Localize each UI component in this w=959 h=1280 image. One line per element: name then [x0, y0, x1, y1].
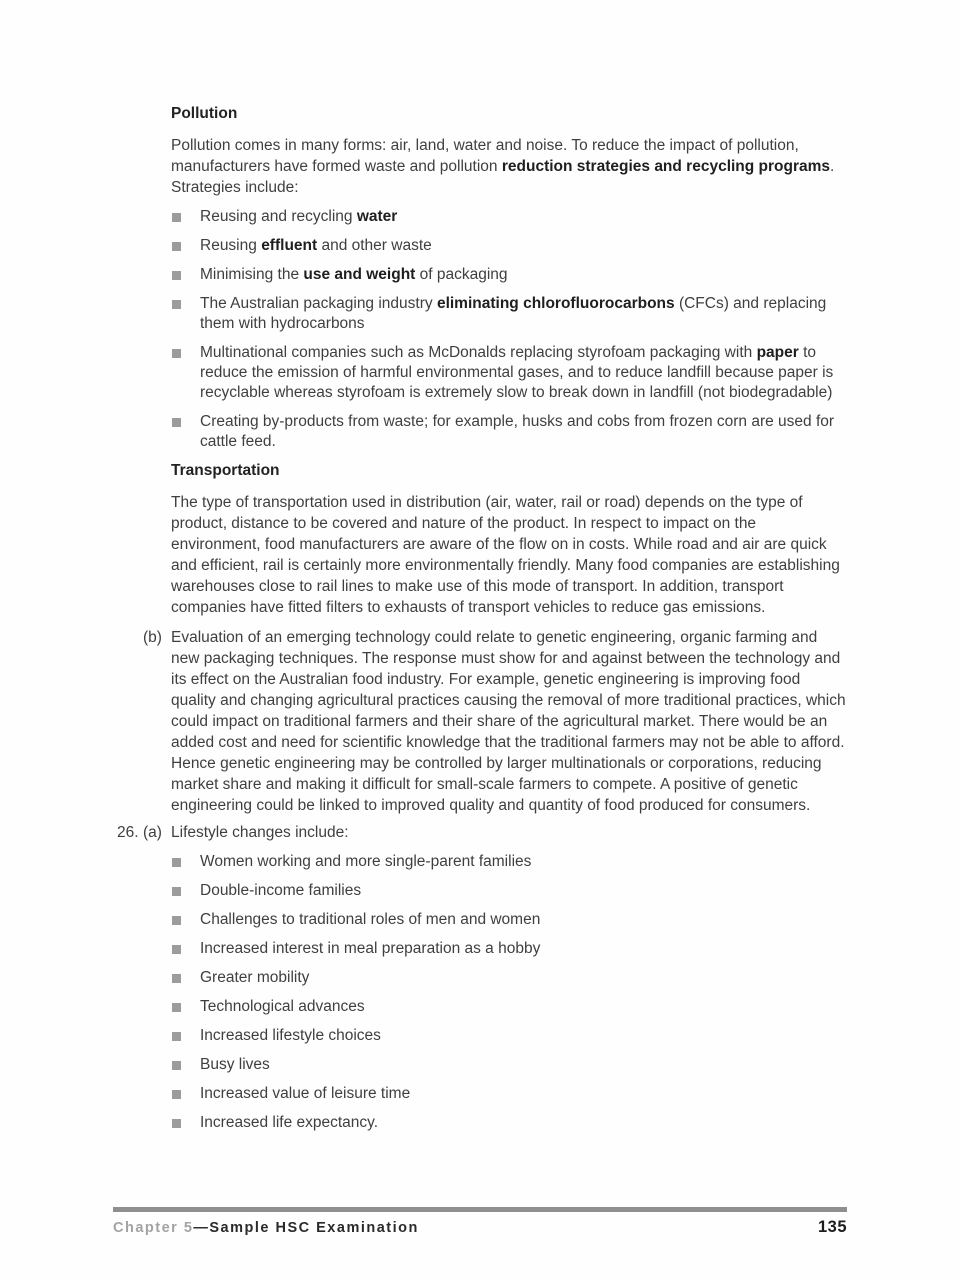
square-bullet-icon [172, 887, 181, 896]
page-content [117, 104, 847, 1142]
lifestyle-changes-list [171, 852, 847, 1133]
pollution-intro-paragraph: Pollution comes in many forms: air, land, water and noise. To reduce the impact of pollution, manufacturers have formed waste and pollution reduction strategies and recycling programs. Strategies include: [171, 137, 835, 196]
list-item [171, 939, 847, 959]
pollution-strategies-list [171, 207, 847, 452]
square-bullet-icon [172, 916, 181, 925]
list-item [171, 1026, 847, 1046]
list-item [171, 236, 847, 256]
square-bullet-icon [172, 945, 181, 954]
section-heading-transportation: Transportation [171, 462, 280, 479]
square-bullet-icon [172, 349, 181, 358]
list-item [171, 412, 847, 452]
square-bullet-icon [172, 242, 181, 251]
list-item-text: Challenges to traditional roles of men and women [200, 911, 541, 928]
list-item [171, 343, 847, 403]
list-item-text: The Australian packaging industry eliminating chlorofluorocarbons (CFCs) and replacing them with hydrocarbons [200, 295, 827, 332]
chapter-title: Sample HSC Examination [209, 1220, 419, 1236]
question-26a-letter: (a) [143, 824, 162, 841]
list-item [171, 852, 847, 872]
list-item [171, 910, 847, 930]
list-item-text: Double-income families [200, 882, 362, 899]
list-item-text: Multinational companies such as McDonalds replacing styrofoam packaging with paper to reduce the emission of harmful environmental gases, and to reduce landfill because paper is recyclable whereas styrofoam is extremely slow to break down in landfill (not biodegradable) [200, 344, 834, 401]
page-number: 135 [817, 1218, 847, 1236]
square-bullet-icon [172, 213, 181, 222]
square-bullet-icon [172, 418, 181, 427]
list-item [171, 997, 847, 1017]
question-26a-block [117, 822, 847, 843]
square-bullet-icon [172, 300, 181, 309]
list-item [171, 294, 847, 334]
list-item-text: Increased interest in meal preparation as a hobby [200, 940, 541, 957]
square-bullet-icon [172, 1003, 181, 1012]
square-bullet-icon [172, 974, 181, 983]
square-bullet-icon [172, 271, 181, 280]
list-item-text: Greater mobility [200, 969, 310, 986]
square-bullet-icon [172, 858, 181, 867]
list-item-text: Creating by-products from waste; for example, husks and cobs from frozen corn are used for cattle feed. [200, 413, 835, 450]
square-bullet-icon [172, 1061, 181, 1070]
section-heading-pollution: Pollution [171, 105, 238, 122]
footer-chapter-title [113, 1220, 419, 1236]
list-item [171, 1055, 847, 1075]
question-26-number: 26. [117, 824, 139, 841]
list-item-text: Technological advances [200, 998, 365, 1015]
square-bullet-icon [172, 1032, 181, 1041]
answer-b-label: (b) [143, 629, 162, 646]
list-item-text: Increased lifestyle choices [200, 1027, 381, 1044]
list-item [171, 1084, 847, 1104]
list-item [171, 968, 847, 988]
square-bullet-icon [172, 1119, 181, 1128]
page-footer [113, 1207, 847, 1237]
chapter-label: Chapter 5 [113, 1220, 194, 1236]
list-item-text: Reusing effluent and other waste [200, 237, 432, 254]
chapter-separator: — [193, 1220, 210, 1236]
answer-b-paragraph: Evaluation of an emerging technology could relate to genetic engineering, organic farming and new packaging techniques. The response must show for and against between the technology and its effect on the Australian food industry. For example, genetic engineering is improving food quality and changing agricultural practices causing the removal of more traditional practices, which could impact on traditional farmers and their share of the agricultural market. There would be an added cost and need for scientific knowledge that the traditional farmers may not be able to afford. Hence genetic engineering may be controlled by larger multinationals or corporations, reducing market share and making it difficult for small-scale farmers to compete. A positive of genetic engineering could be linked to improved quality and quantity of food produced for consumers. [171, 629, 846, 814]
list-item [171, 881, 847, 901]
list-item [171, 207, 847, 227]
list-item [171, 265, 847, 285]
list-item-text: Reusing and recycling water [200, 208, 398, 225]
question-26a-lead: Lifestyle changes include: [171, 824, 349, 841]
list-item-text: Increased value of leisure time [200, 1085, 411, 1102]
transportation-paragraph: The type of transportation used in distribution (air, water, rail or road) depends on the type of product, distance to be covered and nature of the product. In respect to impact on the environment, food manufacturers are aware of the flow on in costs. While road and air are quick and efficient, rail is certainly more environmentally friendly. Many food companies are establishing warehouses close to rail lines to make use of this mode of transport. In addition, transport companies have fitted filters to exhausts of transport vehicles to reduce gas emissions. [171, 494, 840, 616]
list-item [171, 1113, 847, 1133]
list-item-text: Minimising the use and weight of packaging [200, 266, 508, 283]
list-item-text: Women working and more single-parent families [200, 853, 532, 870]
answer-b-block [143, 627, 847, 816]
square-bullet-icon [172, 1090, 181, 1099]
footer-rule [113, 1207, 847, 1212]
list-item-text: Busy lives [200, 1056, 270, 1073]
list-item-text: Increased life expectancy. [200, 1114, 379, 1131]
footer-text-row [113, 1218, 847, 1237]
